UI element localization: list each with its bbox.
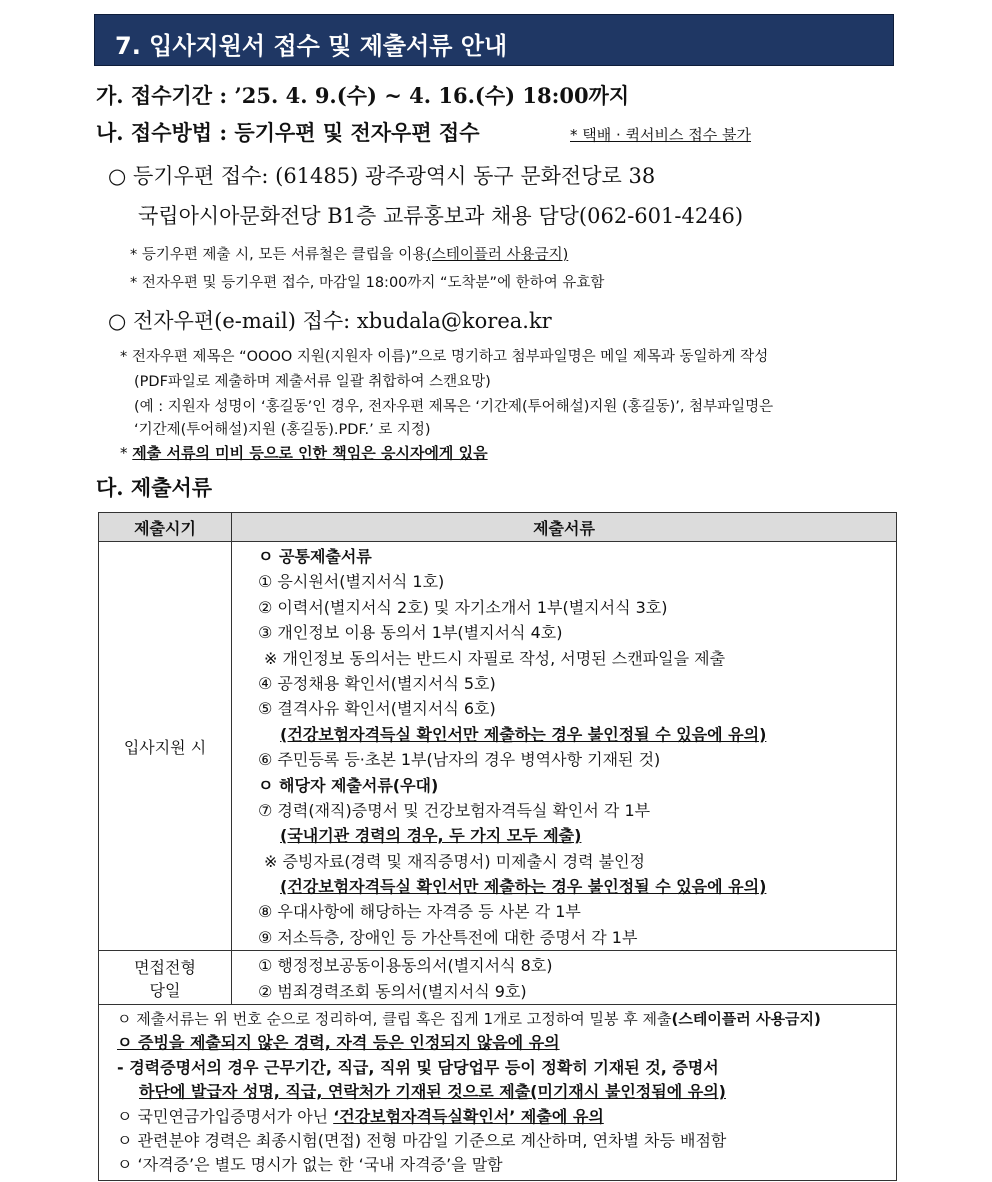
note-5: ㅇ 관련분야 경력은 최종시험(면접) 전형 마감일 기준으로 계산하며, 연차별 차등 배점함 (117, 1130, 727, 1150)
list-item: ⑥ 주민등록 등·초본 1부(남자의 경우 병역사항 기재된 것) (258, 750, 661, 770)
registered-mail-address: 국립아시아문화전당 B1층 교류홍보과 채용 담당(062-601-4246) (138, 204, 744, 228)
list-item: ⑦ 경력(재직)증명서 및 건강보험자격득실 확인서 각 1부 (258, 800, 651, 820)
list-item: (건강보험자격득실 확인서만 제출하는 경우 불인정될 수 있음에 유의) (280, 724, 767, 744)
email-note-4: ‘기간제(투어해설)지원 (홍길동).PDF.’ 로 지정) (134, 422, 431, 438)
list-item: (국내기관 경력의 경우, 두 가지 모두 제출) (280, 826, 582, 846)
email-note-5: * 제출 서류의 미비 등으로 인한 책임은 응시자에게 있음 (120, 444, 488, 462)
row-time-interview: 면접전형 당일 (99, 951, 232, 1005)
list-item: ㅇ 해당자 제출서류(우대) (258, 775, 439, 795)
table-row (99, 542, 897, 951)
list-item: ※ 개인정보 동의서는 반드시 자필로 작성, 서명된 스캔파일을 제출 (264, 648, 726, 668)
table-row (99, 1005, 897, 1181)
list-item: ㅇ 공통제출서류 (258, 547, 372, 566)
email-note-3: (예 : 지원자 성명이 ‘홍길동’인 경우, 전자우편 제목은 ‘기간제(투어해설)지원 (홍길동)’, 첨부파일명은 (134, 399, 774, 415)
list-item: ③ 개인정보 이용 동의서 1부(별지서식 4호) (258, 623, 563, 643)
method-line: 나. 접수방법 : 등기우편 및 전자우편 접수 (96, 120, 480, 145)
docs-section-title: 다. 제출서류 (96, 475, 213, 500)
list-item: ⑨ 저소득층, 장애인 등 가산특전에 대한 증명서 각 1부 (258, 927, 638, 947)
list-item: ⑤ 결격사유 확인서(별지서식 6호) (258, 699, 496, 719)
note-4: ㅇ 국민연금가입증명서가 아닌 ‘건강보험자격득실확인서’ 제출에 유의 (117, 1106, 604, 1126)
note-2: ㅇ 증빙을 제출되지 않은 경력, 자격 등은 인정되지 않음에 유의 (117, 1033, 560, 1053)
row-time-apply: 입사지원 시 (99, 542, 232, 951)
table-notes (99, 1005, 897, 1181)
email-note-1: * 전자우편 제목은 “OOOO 지원(지원자 이름)”으로 명기하고 첨부파일명은 메일 제목과 동일하게 작성 (120, 349, 769, 365)
registered-mail-note-2: * 전자우편 및 등기우편 접수, 마감일 18:00까지 “도착분”에 한하여 유효함 (130, 275, 605, 291)
email-line: ○ 전자우편(e-mail) 접수: xbudala@korea.kr (108, 309, 552, 333)
list-item: ① 응시원서(별지서식 1호) (258, 572, 445, 592)
note-3a: - 경력증명서의 경우 근무기간, 직급, 직위 및 담당업무 등이 정확히 기재된 것, 증명서 (117, 1057, 719, 1077)
section-banner (94, 14, 894, 66)
note-3b: 하단에 발급자 성명, 직급, 연락처가 기재된 것으로 제출(미기재시 불인정됨에 유의) (139, 1082, 726, 1102)
table-row (99, 951, 897, 1005)
row-docs-apply (232, 542, 897, 951)
documents-table (98, 512, 897, 1181)
list-item: ※ 증빙자료(경력 및 재직증명서) 미제출시 경력 불인정 (264, 851, 645, 871)
header-time: 제출시기 (99, 513, 232, 542)
note-6: ㅇ ‘자격증’은 별도 명시가 없는 한 ‘국내 자격증’을 말함 (117, 1155, 503, 1175)
list-item: ② 범죄경력조회 동의서(별지서식 9호) (258, 981, 527, 1001)
header-docs: 제출서류 (232, 513, 897, 542)
email-note-2: (PDF파일로 제출하며 제출서류 일괄 취합하여 스캔요망) (134, 374, 491, 390)
list-item: ① 행정정보공동이용동의서(별지서식 8호) (258, 956, 553, 976)
period-line: 가. 접수기간 : ’25. 4. 9.(수) ~ 4. 16.(수) 18:00까지 (96, 83, 630, 108)
registered-mail-line: ○ 등기우편 접수: (61485) 광주광역시 동구 문화전당로 38 (108, 164, 656, 188)
method-note: * 택배 · 퀵서비스 접수 불가 (570, 126, 752, 144)
section-title: 7. 입사지원서 접수 및 제출서류 안내 (115, 32, 508, 60)
list-item: ④ 공정채용 확인서(별지서식 5호) (258, 673, 496, 693)
list-item: ② 이력서(별지서식 2호) 및 자기소개서 1부(별지서식 3호) (258, 597, 668, 617)
row-docs-interview (232, 951, 897, 1005)
table-header-row (99, 513, 897, 542)
list-item: ⑧ 우대사항에 해당하는 자격증 등 사본 각 1부 (258, 902, 581, 922)
registered-mail-note-1: * 등기우편 제출 시, 모든 서류철은 클립을 이용(스테이플러 사용금지) (130, 247, 569, 263)
list-item: (건강보험자격득실 확인서만 제출하는 경우 불인정될 수 있음에 유의) (280, 877, 767, 897)
note-1: ㅇ 제출서류는 위 번호 순으로 정리하여, 클립 혹은 집게 1개로 고정하여 밀봉 후 제출(스테이플러 사용금지) (117, 1010, 821, 1029)
